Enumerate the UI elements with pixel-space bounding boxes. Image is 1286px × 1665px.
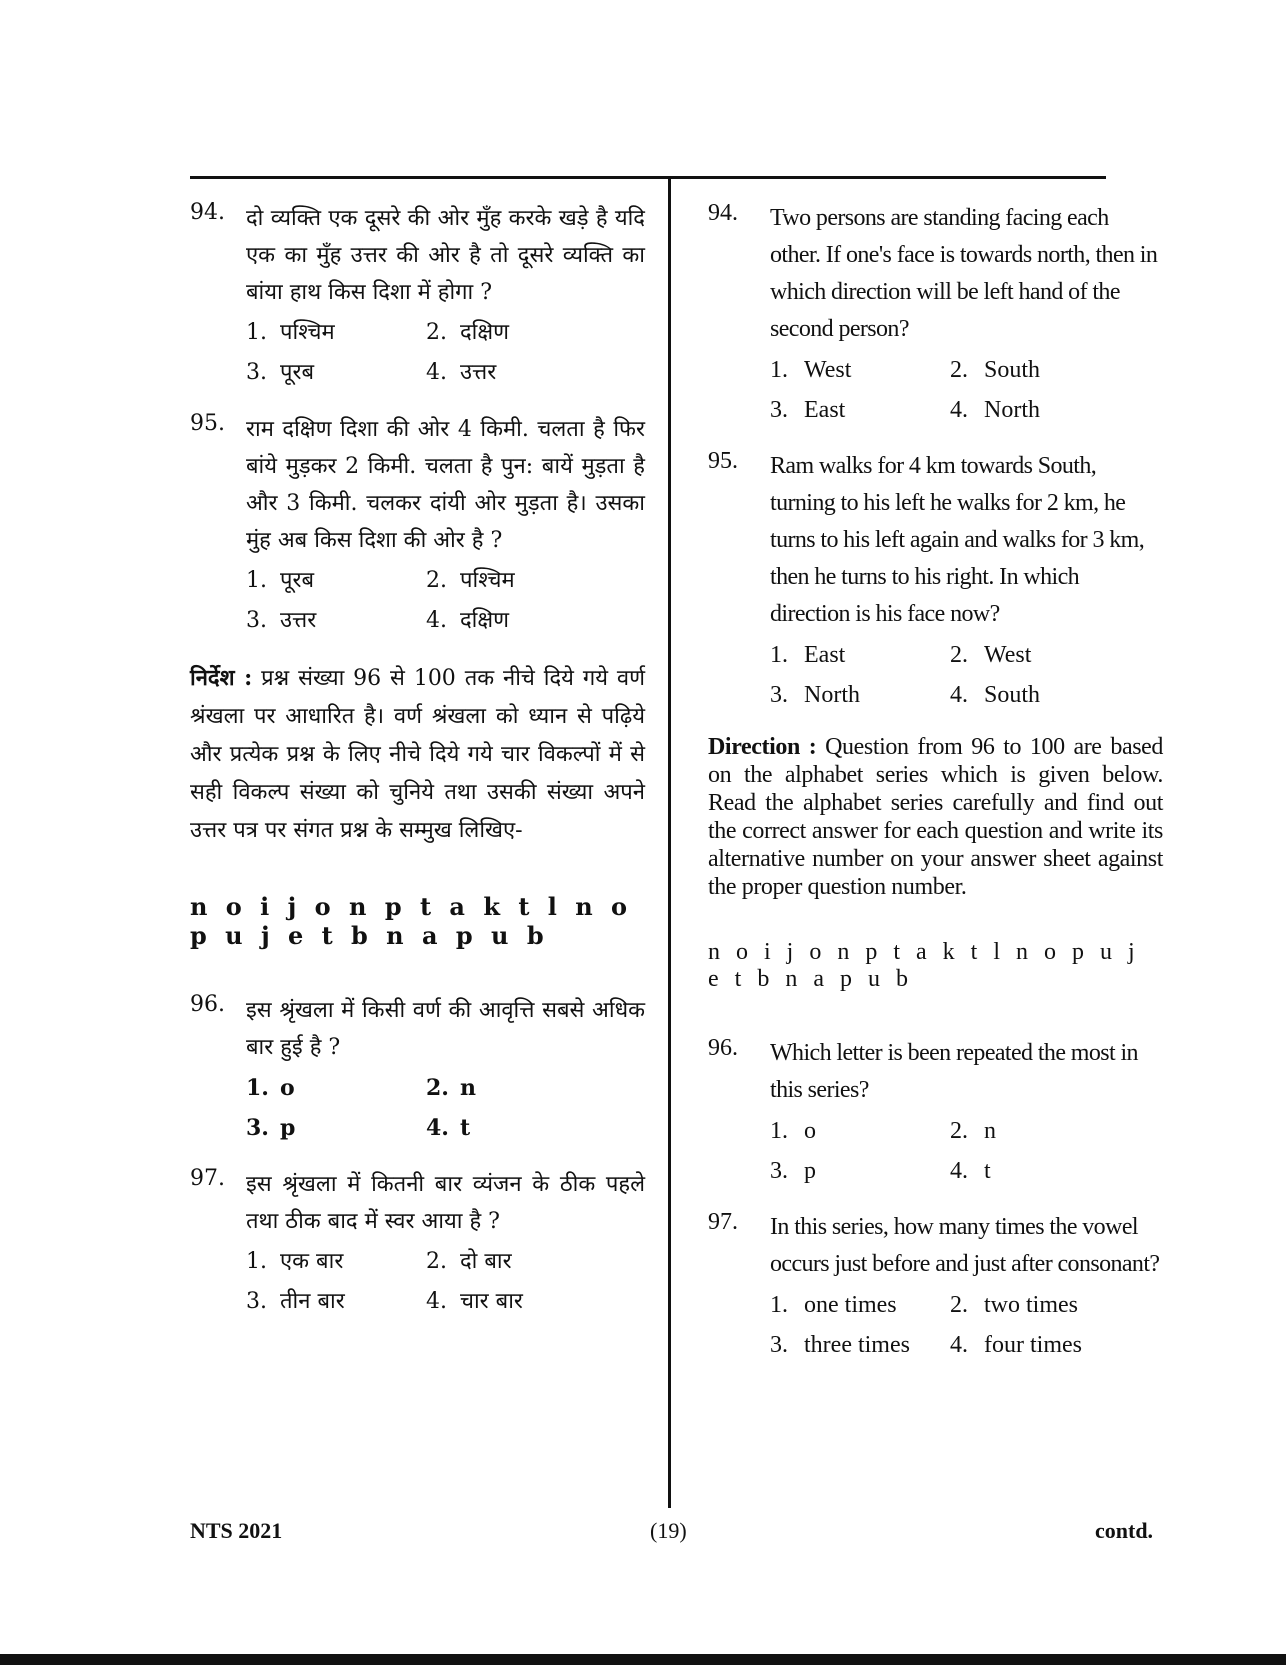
option: 4. South (950, 682, 1041, 708)
option: 3. East (770, 397, 846, 423)
question-text: राम दक्षिण दिशा की ओर 4 किमी. चलता है फिर बांये मुड़कर 2 किमी. चलता है पुन: बायें मुड़ता है और 3 किमी. चलकर दांयी ओर मुड़ता है। उसका मुंह अब किस दिशा की ओर है ? (246, 417, 645, 553)
question-number: 96. (190, 992, 225, 1017)
option: 2. पश्चिम (426, 568, 515, 593)
question-text: Which letter is been repeated the most in this series? (770, 1040, 1138, 1103)
footer-contd: contd. (1095, 1518, 1154, 1543)
question-97-hindi (190, 1166, 645, 1318)
question-number: 94. (708, 200, 738, 226)
direction-paragraph (190, 659, 645, 850)
bottom-edge (0, 1654, 1286, 1665)
direction-paragraph (708, 733, 1163, 901)
column-divider (668, 176, 671, 1508)
option: 3. पूरब (246, 360, 315, 385)
option: 2. two times (950, 1292, 1078, 1318)
question-97-english (708, 1209, 1163, 1361)
option: 1. पश्चिम (246, 320, 335, 345)
option: 2. n (950, 1118, 996, 1144)
option: 2. South (950, 357, 1041, 383)
option: 2. n (426, 1075, 476, 1101)
option: 1. एक बार (246, 1249, 344, 1274)
option: 1. o (770, 1118, 816, 1144)
option: 4. North (950, 397, 1040, 423)
option: 4. t (426, 1115, 471, 1141)
option: 2. West (950, 642, 1032, 668)
question-94-english (708, 200, 1163, 426)
option: 3. p (246, 1115, 296, 1141)
direction-text: Question from 96 to 100 are based on the alphabet series which is given below. Read the alphabet series carefully and find out the correct answer for each question and write its alternative number on your answer sheet against the proper question number. (708, 734, 1163, 900)
question-96-hindi (190, 992, 645, 1144)
question-96-english (708, 1035, 1163, 1187)
option: 1. पूरब (246, 568, 315, 593)
question-number: 96. (708, 1035, 738, 1061)
question-text: Two persons are standing facing each other. If one's face is towards north, then in which direction will be left hand of the second person? (770, 205, 1158, 342)
footer-exam-name: NTS 2021 (190, 1518, 283, 1543)
option: 3. p (770, 1158, 816, 1184)
top-rule (190, 176, 1106, 179)
option: 3. उत्तर (246, 608, 317, 633)
question-number: 95. (708, 448, 738, 474)
option: 3. three times (770, 1332, 910, 1358)
question-number: 95. (190, 411, 225, 436)
option: 3. North (770, 682, 860, 708)
option: 4. four times (950, 1332, 1082, 1358)
question-95-hindi (190, 411, 645, 637)
direction-label: निर्देश : (190, 665, 253, 691)
option: 1. East (770, 642, 846, 668)
question-text: Ram walks for 4 km towards South, turning to his left he walks for 2 km, he turns to his left again and walks for 3 km, then he turns to his right. In which direction is his face now? (770, 453, 1145, 627)
option: 1. o (246, 1075, 295, 1101)
option: 2. दक्षिण (426, 320, 510, 345)
option: 4. चार बार (426, 1289, 523, 1314)
question-text: इस श्रृंखला में कितनी बार व्यंजन के ठीक पहले तथा ठीक बाद में स्वर आया है ? (246, 1172, 645, 1234)
direction-text: प्रश्न संख्या 96 से 100 तक नीचे दिये गये वर्ण श्रंखला पर आधारित है। वर्ण श्रंखला को ध्यान से पढ़िये और प्रत्येक प्रश्न के लिए नीचे दिये गये चार विकल्पों में से सही विकल्प संख्या को चुनिये तथा उसकी संख्या अपने उत्तर पत्र पर संगत प्रश्न के सम्मुख लिखिए- (190, 666, 645, 843)
option: 4. t (950, 1158, 991, 1184)
footer-page-number: (19) (650, 1518, 687, 1543)
alphabet-series: n o i j o n p t a k t l n o p u j e t b n a p u b (190, 892, 633, 950)
option: 4. दक्षिण (426, 608, 510, 633)
alphabet-series: n o i j o n p t a k t l n o p u j e t b n a p u b (708, 939, 1140, 992)
direction-label: Direction : (708, 734, 817, 760)
option: 1. one times (770, 1292, 897, 1318)
option: 4. उत्तर (426, 360, 497, 385)
question-text: दो व्यक्ति एक दूसरे की ओर मुँह करके खड़े है यदि एक का मुँह उत्तर की ओर है तो दूसरे व्यक्ति का बांया हाथ किस दिशा में होगा ? (246, 206, 645, 305)
option: 2. दो बार (426, 1249, 512, 1274)
question-94-hindi (190, 200, 645, 389)
question-text: In this series, how many times the vowel occurs just before and just after consonant? (770, 1214, 1160, 1277)
question-number: 97. (190, 1166, 225, 1191)
question-number: 97. (708, 1209, 738, 1235)
english-column (708, 200, 1163, 1383)
hindi-column (190, 200, 645, 1340)
question-text: इस श्रृंखला में किसी वर्ण की आवृत्ति सबसे अधिक बार हुई है ? (246, 998, 645, 1060)
question-number: 94. (190, 200, 225, 225)
question-95-english (708, 448, 1163, 711)
option: 1. West (770, 357, 852, 383)
option: 3. तीन बार (246, 1289, 345, 1314)
